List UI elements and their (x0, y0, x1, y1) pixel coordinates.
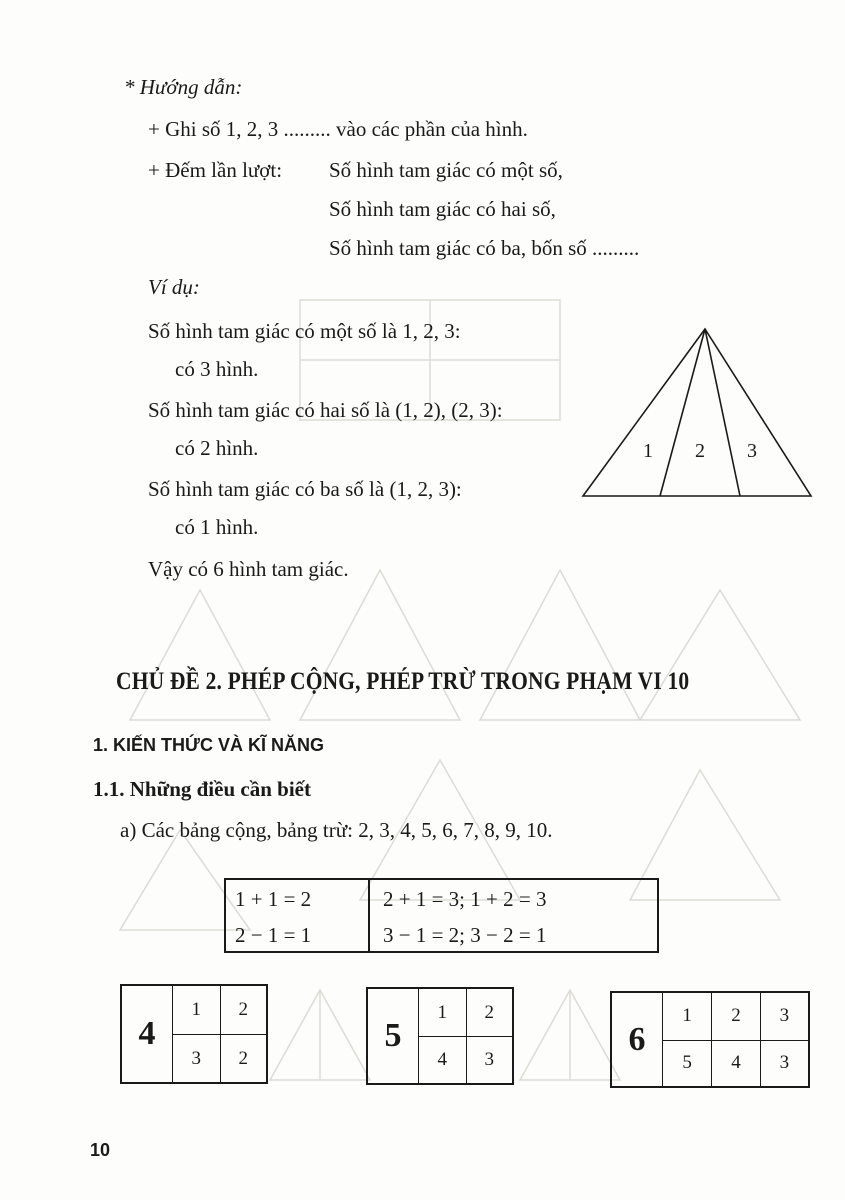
number-box-4 (120, 984, 268, 1084)
number-box-cell: 2 (466, 989, 513, 1036)
inner-line-left (660, 329, 705, 496)
page-number: 10 (90, 1140, 111, 1160)
example-line: có 2 hình. (175, 436, 259, 460)
number-box-cell: 3 (173, 1034, 220, 1082)
number-box-cell: 1 (437, 1001, 447, 1023)
number-box-cell: 4 (419, 1036, 466, 1083)
add-sub-cell: 3 − 1 = 2; 3 − 2 = 1 (383, 923, 547, 947)
triangle-label-3: 3 (747, 440, 757, 462)
add-sub-col-1 (226, 880, 370, 951)
number-box-6 (610, 991, 810, 1088)
example-line: Số hình tam giác có hai số là (1, 2), (2, 3): (148, 398, 503, 422)
triangle-label-2: 2 (695, 440, 705, 462)
triangle-figure (580, 325, 815, 500)
section-1-1-title: 1.1. Những điều cần biết (93, 777, 311, 801)
example-line: có 3 hình. (175, 357, 259, 381)
section-1-title: 1. KIẾN THỨC VÀ KĨ NĂNG (93, 735, 324, 755)
guide-step-2-line-3: Số hình tam giác có ba, bốn số ......... (329, 236, 640, 260)
number-box-cell: 2 (711, 993, 759, 1040)
number-box-cell: 3 (466, 1036, 513, 1083)
guide-title: * Hướng dẫn: (124, 75, 243, 99)
add-sub-cell: 1 + 1 = 2 (235, 887, 312, 911)
number-box-value: 6 (612, 993, 663, 1086)
add-sub-cell: 2 + 1 = 3; 1 + 2 = 3 (383, 887, 547, 911)
add-sub-cell: 2 − 1 = 1 (235, 923, 312, 947)
number-box-5 (366, 987, 514, 1085)
example-line: có 1 hình. (175, 515, 259, 539)
example-line: Số hình tam giác có một số là 1, 2, 3: (148, 319, 461, 343)
inner-line-right (705, 329, 740, 496)
guide-step-2-line-2: Số hình tam giác có hai số, (329, 197, 556, 221)
number-box-cell: 1 (682, 1005, 692, 1027)
item-a: a) Các bảng cộng, bảng trừ: 2, 3, 4, 5, 6, 7, 8, 9, 10. (120, 818, 553, 842)
number-box-cell: 5 (663, 1040, 711, 1087)
number-box-cell: 3 (760, 993, 808, 1040)
add-sub-table (224, 878, 659, 953)
guide-step-2-prefix: + Đếm lần lượt: (148, 158, 283, 182)
number-box-value: 4 (122, 986, 173, 1082)
chapter-title: CHỦ ĐỀ 2. PHÉP CỘNG, PHÉP TRỪ TRONG PHẠM VI 10 (116, 668, 690, 695)
outer-triangle (583, 329, 811, 496)
number-box-value: 5 (368, 989, 419, 1083)
example-line: Số hình tam giác có ba số là (1, 2, 3): (148, 477, 462, 501)
guide-step-1: + Ghi số 1, 2, 3 ......... vào các phần của hình. (148, 117, 528, 141)
number-box-cell: 1 (191, 999, 201, 1020)
example-line: Vậy có 6 hình tam giác. (148, 557, 349, 581)
guide-step-2-line-1: Số hình tam giác có một số, (329, 158, 563, 182)
number-box-cell: 4 (711, 1040, 759, 1087)
number-box-cell: 2 (220, 1034, 267, 1082)
number-box-cell: 2 (220, 986, 267, 1034)
triangle-label-1: 1 (643, 440, 653, 462)
number-box-cell: 3 (760, 1040, 808, 1087)
example-label: Ví dụ: (148, 275, 200, 299)
